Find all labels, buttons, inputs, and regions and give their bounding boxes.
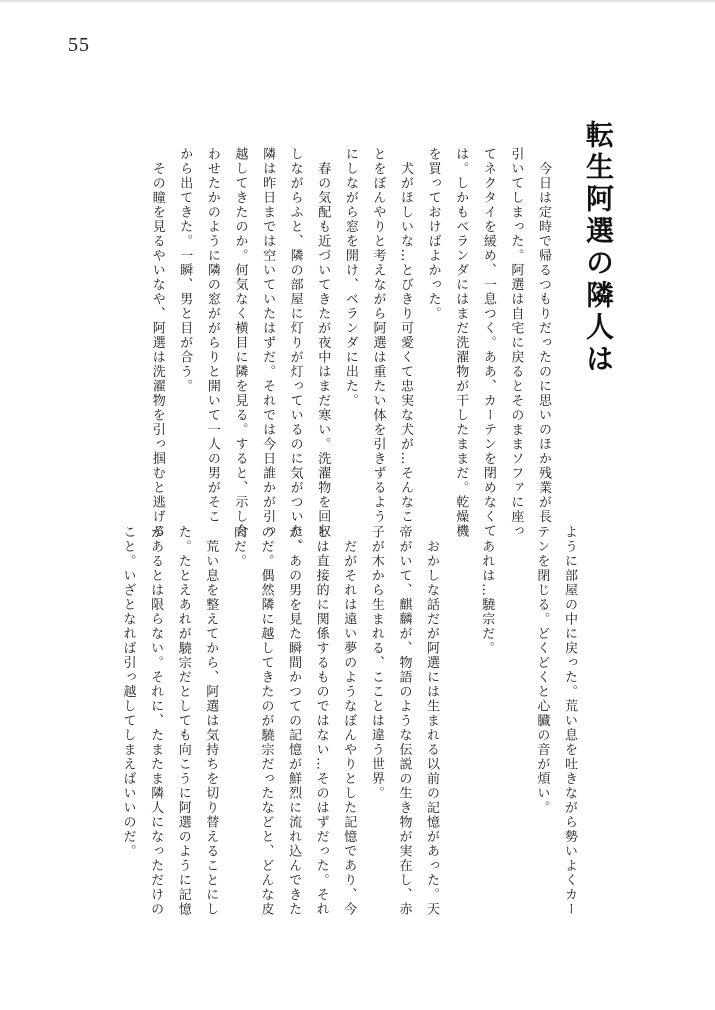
text-line: だがそれは遠い夢のようなぼんやりとした記憶であり、今	[341, 525, 357, 917]
text-line: てネクタイを緩め、一息つく。ああ、カーテンを閉めなくて	[480, 147, 496, 539]
text-line: た。たとえあれが驍宗だとしても向こうに阿選のように記憶	[175, 525, 191, 917]
text-line: 荒い息を整えてから、阿選は気持ちを切り替えることにし	[203, 525, 219, 917]
text-line: わせたかのように隣の窓ががらりと開いて一人の男がそこ	[204, 147, 220, 524]
text-line: 隣は昨日までは空いていたはずだ。それでは今日誰かが引っ	[260, 147, 276, 539]
text-line: から出てきた。一瞬、男と目が合う。	[177, 147, 193, 394]
top-edge-shadow	[0, 0, 715, 4]
text-line: おかしな話だが阿選には生まれる以前の記憶があった。天	[424, 525, 440, 917]
text-line: 引いてしまった。阿選は自宅に戻るとそのままソファに座っ	[508, 147, 524, 539]
text-line: は。しかもベランダにはまだ洗濯物が干したままだ。乾燥機	[453, 147, 469, 539]
chapter-title: 転生阿選の隣人は	[582, 120, 615, 376]
page-number: 55	[68, 34, 90, 56]
text-line: 子が木から生まれる、こことは違う世界。	[368, 525, 384, 801]
text-line: テンを閉じる。どくどくと心臓の音が煩い。	[534, 525, 550, 815]
text-line: 今日は定時で帰るつもりだったのに思いのほか残業が長	[536, 147, 551, 524]
blank-line	[445, 525, 473, 910]
text-line: とは直接的に関係するものではない…そのはずだった。それ	[313, 525, 329, 917]
text-line: 犬がほしいな…とびきり可愛くて忠実な犬が…そんなこ	[398, 147, 414, 524]
text-line: 帝がいて、麒麟が、物語のような伝説の生き物が実在し、赤	[396, 525, 412, 917]
text-line: 越してきたのか。何気なく横目に隣を見る。すると、示し合	[232, 147, 248, 539]
text-line: その瞳を見るやいなや、阿選は洗濯物を引っ掴むと逃げる	[149, 147, 165, 539]
blank-line	[500, 525, 528, 910]
text-line: を買っておけばよかった。	[425, 147, 441, 321]
text-line: が、あの男を見た瞬間かつての記憶が鮮烈に流れ込んできた	[286, 525, 302, 917]
text-line: のだ。偶然隣に越してきたのが驍宗だったなどと、どんな皮	[258, 525, 274, 917]
text-line: しながらふと、隣の部屋に灯りが灯っているのに気がついた。	[287, 147, 303, 553]
lower-text-block	[114, 525, 583, 917]
text-line: こと。いざとなれば引っ越してしまえばいいのだ。	[120, 525, 136, 859]
text-line: があるとは限らない。それに、たまたま隣人になっただけの	[148, 525, 164, 917]
text-line: 肉だ。	[230, 525, 246, 569]
text-line: とをぼんやりと考えながら阿選は重たい体を引きずるよう	[370, 147, 386, 524]
text-line: にしながら窓を開け、ベランダに出た。	[342, 147, 358, 408]
text-line: あれは…驍宗だ。	[479, 525, 495, 656]
text-line: ように部屋の中に戻った。荒い息を吐きながら勢いよくカー	[562, 525, 577, 917]
text-line: 春の気配も近づいてきたが夜中はまだ寒い。洗濯物を回収	[315, 147, 331, 539]
